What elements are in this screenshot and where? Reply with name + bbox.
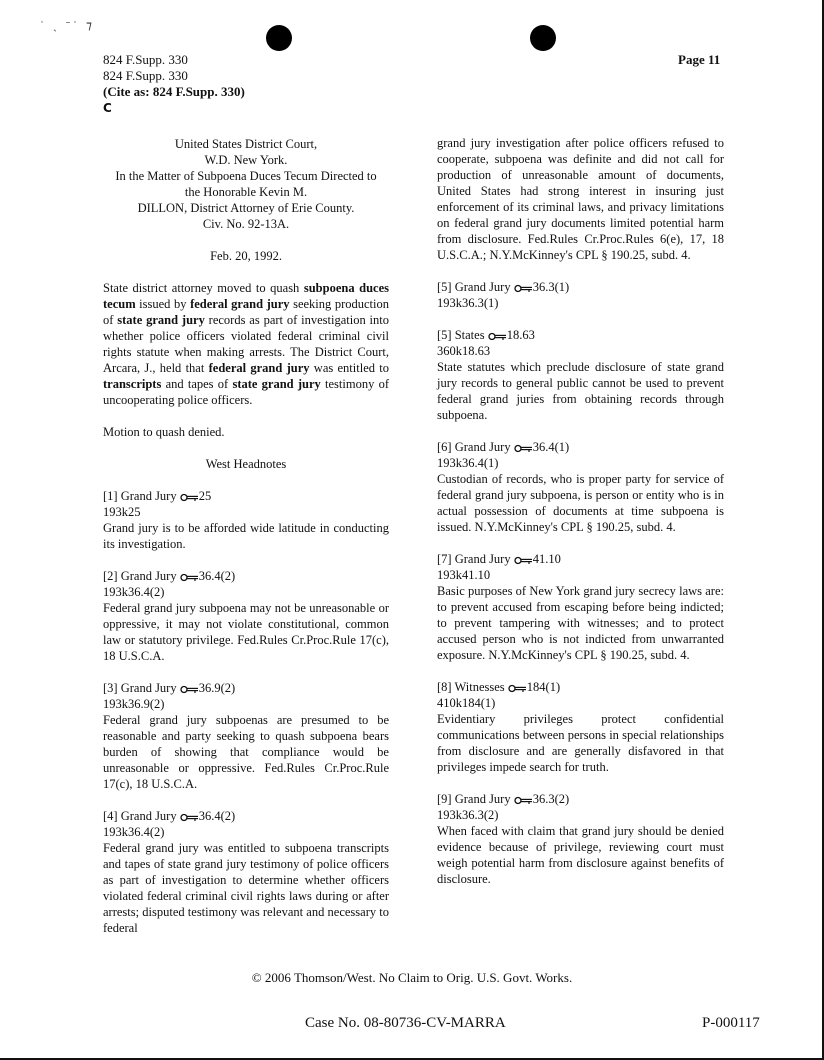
headnote-text: When faced with claim that grand jury should be denied evidence because of privilege, reviewing court must weigh potential harm from disclosure against benefits of disclosure. — [437, 824, 724, 886]
citation-line: 824 F.Supp. 330 — [103, 68, 188, 83]
cite-as-line: (Cite as: 824 F.Supp. 330) — [103, 84, 245, 99]
citation-block — [103, 52, 245, 116]
headnote — [103, 488, 389, 552]
key-number-icon — [180, 573, 199, 582]
headnote-key-code: 193k41.10 — [437, 568, 491, 582]
right-column — [437, 135, 724, 887]
key-number-icon — [180, 493, 199, 502]
key-number-icon — [180, 813, 199, 822]
headnote-text: Federal grand jury subpoena may not be unreasonable or oppressive, it may not violate constitutional, common law or statutory privilege. Fed.Rules Cr.Proc.Rule 17(c), 18 U.S.C.A. — [103, 601, 389, 663]
disposition: Motion to quash denied. — [103, 425, 225, 439]
headnote — [437, 279, 724, 311]
key-number-icon — [508, 684, 527, 693]
matter-line: DILLON, District Attorney of Erie County. — [137, 201, 355, 215]
headnote-key-code: 360k18.63 — [437, 344, 491, 358]
headnote-topic: [5] Grand Jury 36.3(1) — [437, 280, 570, 294]
bates-number: P-000117 — [702, 1015, 760, 1031]
headnote-topic: [5] States 18.63 — [437, 328, 535, 342]
key-number-icon — [488, 332, 507, 341]
headnote-text: State statutes which preclude disclosure of state grand jury records to general public cannot be used to prevent federal grand juries from obtaining records through subpoena. — [437, 360, 724, 422]
case-number: Case No. 08-80736-CV-MARRA — [305, 1015, 506, 1031]
headnote-key-code: 193k36.4(2) — [103, 585, 165, 599]
key-number-icon — [514, 796, 533, 805]
headnote — [103, 568, 389, 664]
headnote-text: Grand jury is to be afforded wide latitude in conducting its investigation. — [103, 521, 389, 551]
key-number-icon — [514, 556, 533, 565]
headnote-topic: [7] Grand Jury 41.10 — [437, 552, 561, 566]
headnote-text: Custodian of records, who is proper party for service of federal grand jury subpoena, is person or entity who is in actual possession of documents at time subpoena is issued. N.Y.McKinney's CPL § 190.25, subd. 4. — [437, 472, 724, 534]
headnote-topic: [3] Grand Jury 36.9(2) — [103, 681, 236, 695]
headnote — [437, 679, 724, 775]
headnote — [437, 551, 724, 663]
headnote-text: Basic purposes of New York grand jury secrecy laws are: to prevent accused from escaping before being indicted; to prevent tampering with witnesses; and to protect accused person who is not indicted from unwarranted exposure. N.Y.McKinney's CPL § 190.25, subd. 4. — [437, 584, 724, 662]
headnotes-left — [103, 488, 389, 936]
headnote-key-code: 193k36.4(2) — [103, 825, 165, 839]
headnotes-right — [437, 279, 724, 887]
synopsis: State district attorney moved to quash subpoena duces tecum issued by federal grand jury seeking production of state grand jury records as part of investigation into whether police officers violated federal criminal civil rights statute when making arrests. The District Court, Arcara, J., held that federal grand jury was entitled to transcripts and tapes of state grand jury testimony of uncooperating police officers. — [103, 281, 389, 407]
matter-line: In the Matter of Subpoena Duces Tecum Directed to — [115, 169, 377, 183]
headnote-topic: [4] Grand Jury 36.4(2) — [103, 809, 236, 823]
headnote-key-code: 193k36.9(2) — [103, 697, 165, 711]
headnote — [437, 791, 724, 887]
district: W.D. New York. — [204, 153, 288, 167]
headnote-key-code: 193k25 — [103, 505, 141, 519]
keycite-flag: C — [103, 101, 112, 115]
citation-line: 824 F.Supp. 330 — [103, 52, 188, 67]
headnote-topic: [2] Grand Jury 36.4(2) — [103, 569, 236, 583]
court-name: United States District Court, — [174, 137, 318, 151]
headnote-continuation: grand jury investigation after police officers refused to cooperate, subpoena was definite and did not call for production of unreasonable amount of documents, United States had strong interest in insuring just enforcement of its criminal laws, and privacy limitations on federal grand jury documents limited potential harm from disclosure. Fed.Rules Cr.Proc.Rules 6(e), 17, 18 U.S.C.A.; N.Y.McKinney's CPL § 190.25, subd. 4. — [437, 136, 724, 262]
headnote — [437, 327, 724, 423]
headnote-topic: [6] Grand Jury 36.4(1) — [437, 440, 570, 454]
headnote-topic: [9] Grand Jury 36.3(2) — [437, 792, 570, 806]
key-number-icon — [514, 284, 533, 293]
headnote-key-code: 193k36.3(2) — [437, 808, 499, 822]
key-number-icon — [180, 685, 199, 694]
caption — [103, 136, 389, 264]
headnote-text: Federal grand jury was entitled to subpoena transcripts and tapes of state grand jury testimony of police officers as part of investigation to determine whether officers violated federal criminal civil rights laws during or after arrests; disputed testimony was relevant and necessary to federal — [103, 841, 389, 935]
civil-number: Civ. No. 92-13A. — [202, 217, 290, 231]
decision-date: Feb. 20, 1992. — [210, 249, 282, 263]
headnote — [437, 439, 724, 535]
left-column — [103, 136, 389, 936]
matter-line: the Honorable Kevin M. — [184, 185, 308, 199]
key-number-icon — [514, 444, 533, 453]
scan-specks: ˙ ˏ ˉ˙ ⁊ — [40, 18, 95, 32]
headnote-key-code: 193k36.4(1) — [437, 456, 499, 470]
headnote-key-code: 410k184(1) — [437, 696, 496, 710]
headnote-topic: [8] Witnesses 184(1) — [437, 680, 561, 694]
headnote-text: Federal grand jury subpoenas are presumed to be reasonable and party seeking to quash subpoena bears burden of showing that compliance would be unreasonable or oppressive. Fed.Rules Cr.Proc.Rule 17(c), 18 U.S.C.A. — [103, 713, 389, 791]
headnote-key-code: 193k36.3(1) — [437, 296, 499, 310]
headnote-text: Evidentiary privileges protect confidential communications between persons in special relationships from disclosure and are generally disfavored in that privileges impede search for truth. — [437, 712, 724, 774]
punch-hole-right — [530, 25, 556, 51]
punch-hole-left — [266, 25, 292, 51]
headnotes-title: West Headnotes — [205, 457, 287, 471]
headnote — [103, 808, 389, 936]
headnote — [103, 680, 389, 792]
page-number: Page 11 — [678, 52, 721, 67]
headnote-topic: [1] Grand Jury 25 — [103, 489, 212, 503]
copyright-footer: © 2006 Thomson/West. No Claim to Orig. U.S. Govt. Works. — [251, 970, 573, 985]
